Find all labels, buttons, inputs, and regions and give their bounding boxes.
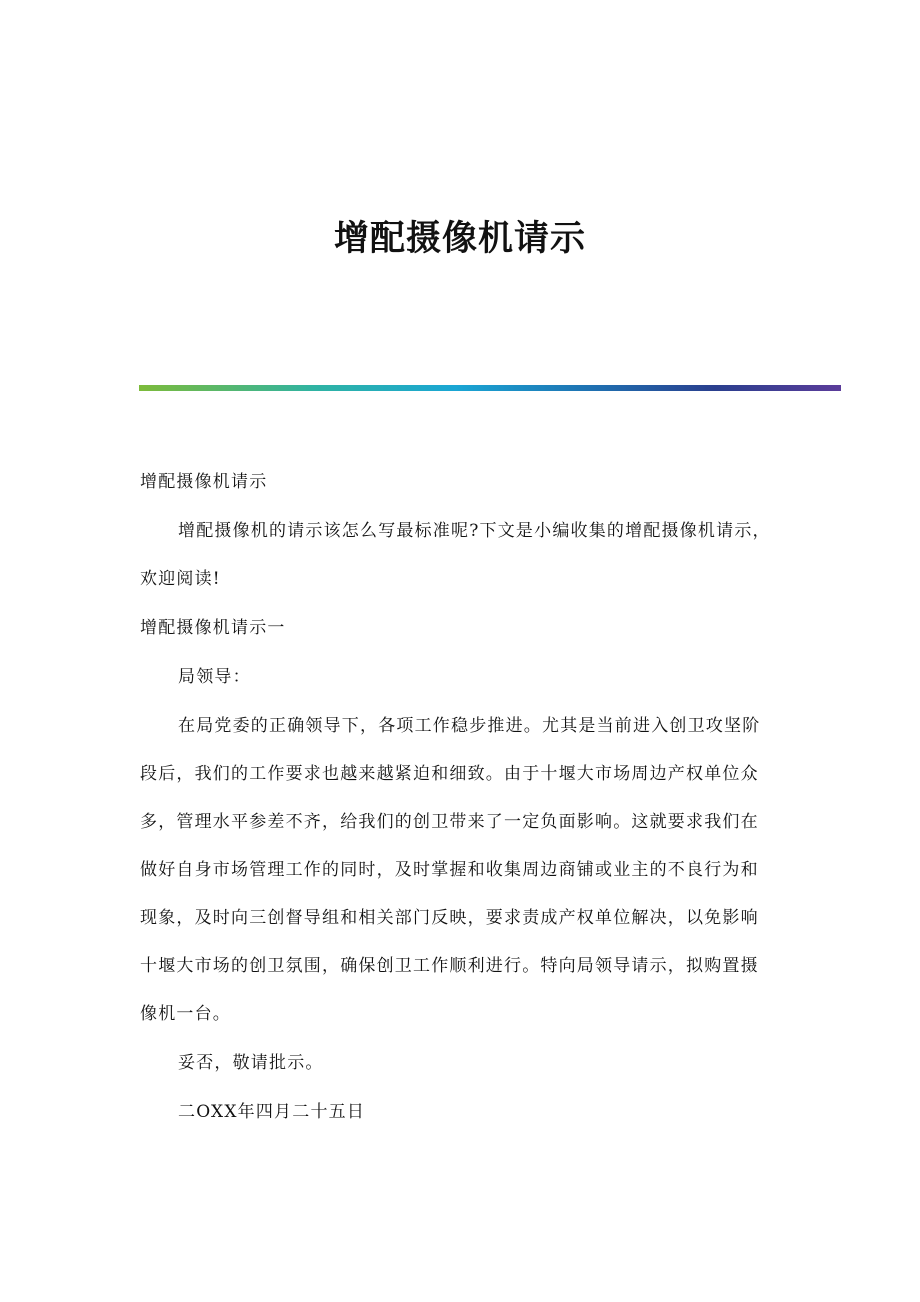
closing-line: 妥否，敬请批示。 bbox=[178, 1053, 324, 1073]
intro-paragraph: 增配摄像机的请示该怎么写最标准呢?下文是小编收集的增配摄像机请示，欢迎阅读! bbox=[140, 521, 771, 589]
date-line: 二OXX年四月二十五日 bbox=[178, 1102, 366, 1122]
section-title: 增配摄像机请示一 bbox=[140, 618, 286, 638]
body-paragraph: 在局党委的正确领导下，各项工作稳步推进。尤其是当前进入创卫攻坚阶段后，我们的工作要求也越来越紧迫和细致。由于十堰大市场周边产权单位众多，管理水平参差不齐，给我们的创卫带来了一定负面影响。这就要求我们在做好自身市场管理工作的同时，及时掌握和收集周边商铺或业主的不良行为和现象，及时向三创督导组和相关部门反映，要求责成产权单位解决，以免影响十堰大市场的创卫氛围，确保创卫工作顺利进行。特向局领导请示，拟购置摄像机一台。 bbox=[140, 716, 761, 1024]
salutation: 局领导： bbox=[178, 667, 251, 687]
heading-line: 增配摄像机请示 bbox=[140, 472, 268, 492]
document-body bbox=[140, 470, 772, 1124]
document-title: 增配摄像机请示 bbox=[333, 218, 586, 259]
title-divider bbox=[139, 385, 841, 391]
